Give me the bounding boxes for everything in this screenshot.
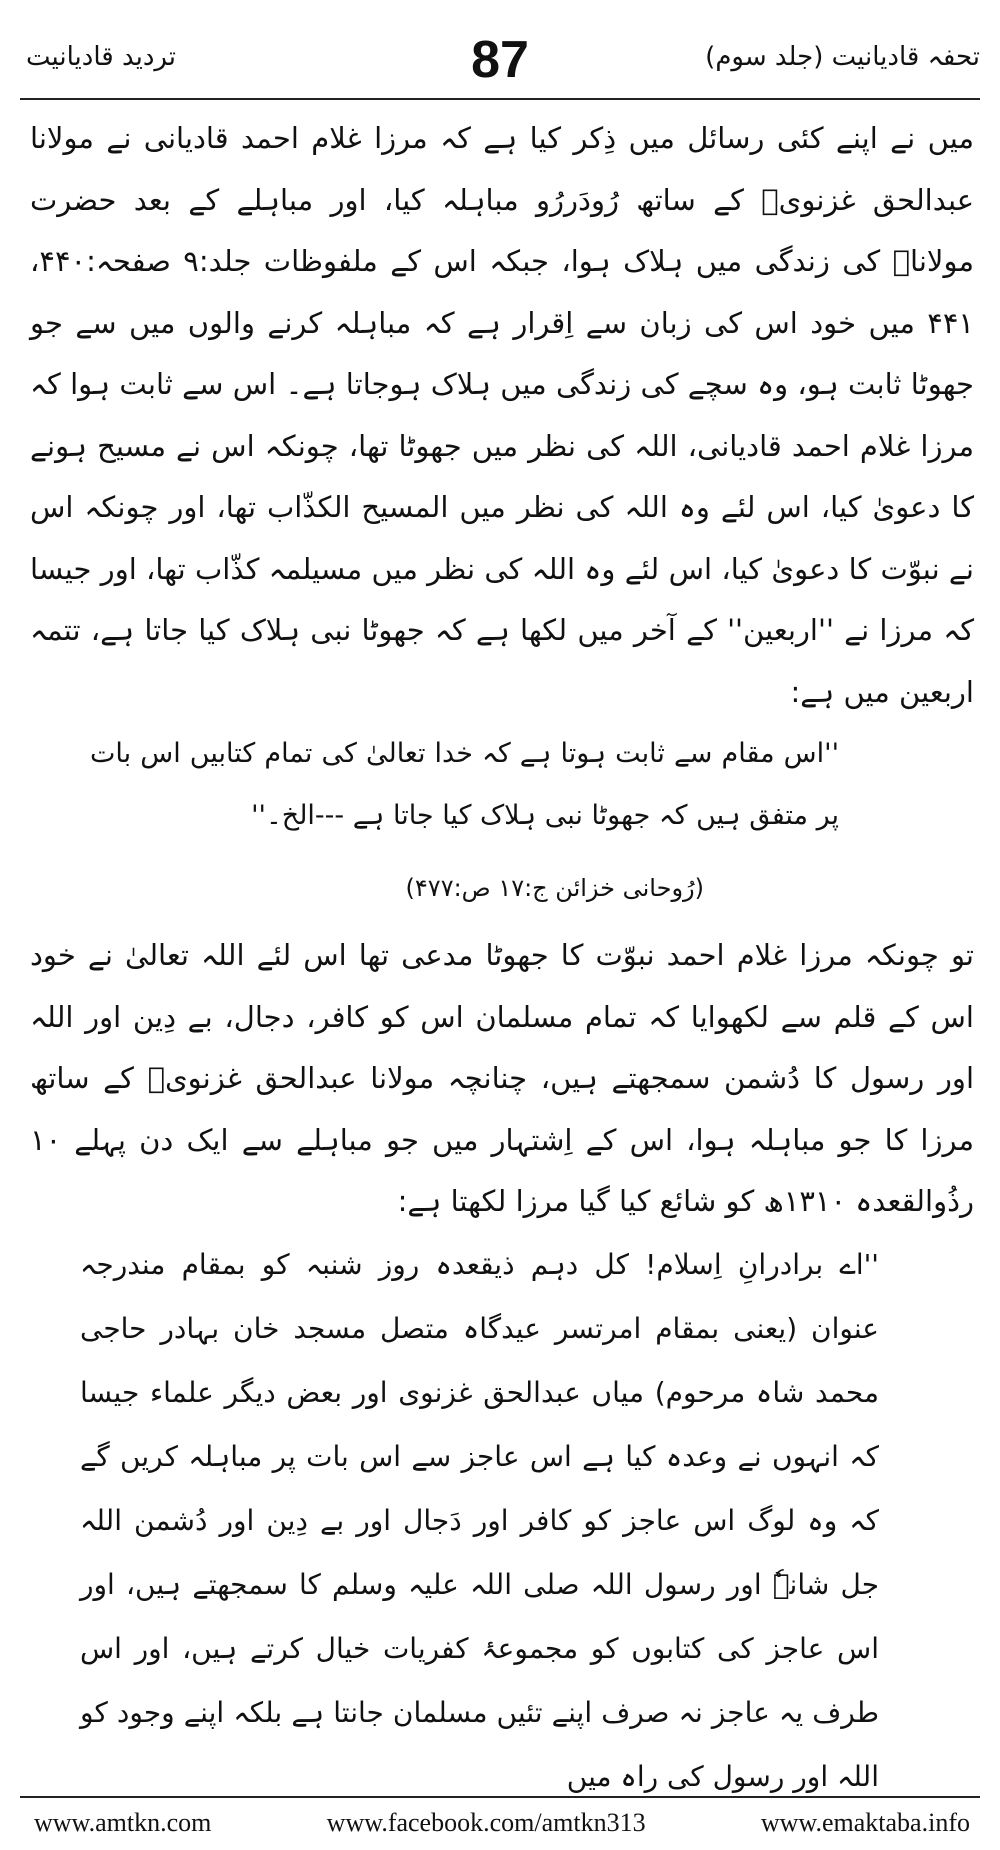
footer-rule [20,1796,980,1798]
paragraph-1: میں نے اپنے کئی رسائل میں ذِکر کیا ہے کہ مرزا غلام احمد قادیانی نے مولانا عبدالحق غزنویؒ کے ساتھ رُودَررُو مباہلہ کیا، اور مباہلے کے بعد حضرت مولاناؒ کی زندگی میں ہلاک ہوا، جبکہ اس کے ملفوظات جلد:۹ صفحہ:۴۴۰، ۴۴۱ میں خود اس کی زبان سے اِقرار ہے کہ مباہلہ کرنے والوں میں سے جو جھوٹا ثابت ہو، وہ سچے کی زندگی میں ہلاک ہوجاتا ہے۔ اس سے ثابت ہوا کہ مرزا غلام احمد قادیانی، اللہ کی نظر میں جھوٹا تھا، چونکہ اس نے مسیح ہونے کا دعویٰ کیا، اس لئے وہ اللہ کی نظر میں المسیح الکذّاب تھا، اور چونکہ اس نے نبوّت کا دعویٰ کیا، اس لئے وہ اللہ کی نظر میں مسیلمہ کذّاب تھا، اور جیسا کہ مرزا نے ''اربعین'' کے آخر میں لکھا ہے کہ جھوٹا نبی ہلاک کیا جاتا ہے، تتمہ اربعین میں ہے: [30,121,974,709]
footer-link-emaktaba[interactable]: www.emaktaba.info [760,1808,970,1837]
footer-link-amtkn[interactable]: www.amtkn.com [34,1808,212,1837]
footer-link-facebook[interactable]: www.facebook.com/amtkn313 [326,1808,646,1837]
block-quote-1: ''اس مقام سے ثابت ہوتا ہے کہ خدا تعالیٰ کی تمام کتابیں اس بات پر متفق ہیں کہ جھوٹا نبی ہلاک کیا جاتا ہے ---الخ۔'' [90,738,839,831]
running-head-book: تحفہ قادیانیت (جلد سوم) [705,42,980,72]
header-rule [20,98,980,100]
page-number: 87 [471,31,529,89]
paragraph-2: تو چونکہ مرزا غلام احمد نبوّت کا جھوٹا مدعی تھا اس لئے اللہ تعالیٰ نے خود اس کے قلم سے لکھوایا کہ تمام مسلمان اس کو کافر، دجال، بے دِین اور اللہ اور رسول کا دُشمن سمجھتے ہیں، چنانچہ مولانا عبدالحق غزنویؒ کے ساتھ مرزا کا جو مباہلہ ہوا، اس کے اِشتہار میں جو مباہلے سے ایک دن پہلے ۱۰ رذُوالقعدہ ۱۳۱۰ھ کو شائع کیا گیا مرزا لکھتا ہے: [30,938,974,1218]
citation: (رُوحانی خزائن ج:۱۷ ص:۴۷۷) [405,874,704,902]
page-body [30,108,974,1809]
running-head-section: تردید قادیانیت [26,42,177,72]
block-quote-2: ''اے برادرانِ اِسلام! کل دہم ذیقعدہ روز شنبہ کو بمقام مندرجہ عنوان (یعنی بمقام امرتسر عیدگاہ متصل مسجد خان بہادر حاجی محمد شاہ مرحوم) میاں عبدالحق غزنوی اور بعض دیگر علماء جیسا کہ انہوں نے وعدہ کیا ہے اس عاجز سے اس بات پر مباہلہ کریں گے کہ وہ لوگ اس عاجز کو کافر اور دَجال اور بے دِین اور دُشمن اللہ جل شانہٗ اور رسول اللہ صلی اللہ علیہ وسلم کا سمجھتے ہیں، اور اس عاجز کی کتابوں کو مجموعۂ کفریات خیال کرتے ہیں، اور اس طرف یہ عاجز نہ صرف اپنے تئیں مسلمان جانتا ہے بلکہ اپنے وجود کو اللہ اور رسول کی راہ میں [80,1247,879,1793]
footer [34,1808,970,1838]
